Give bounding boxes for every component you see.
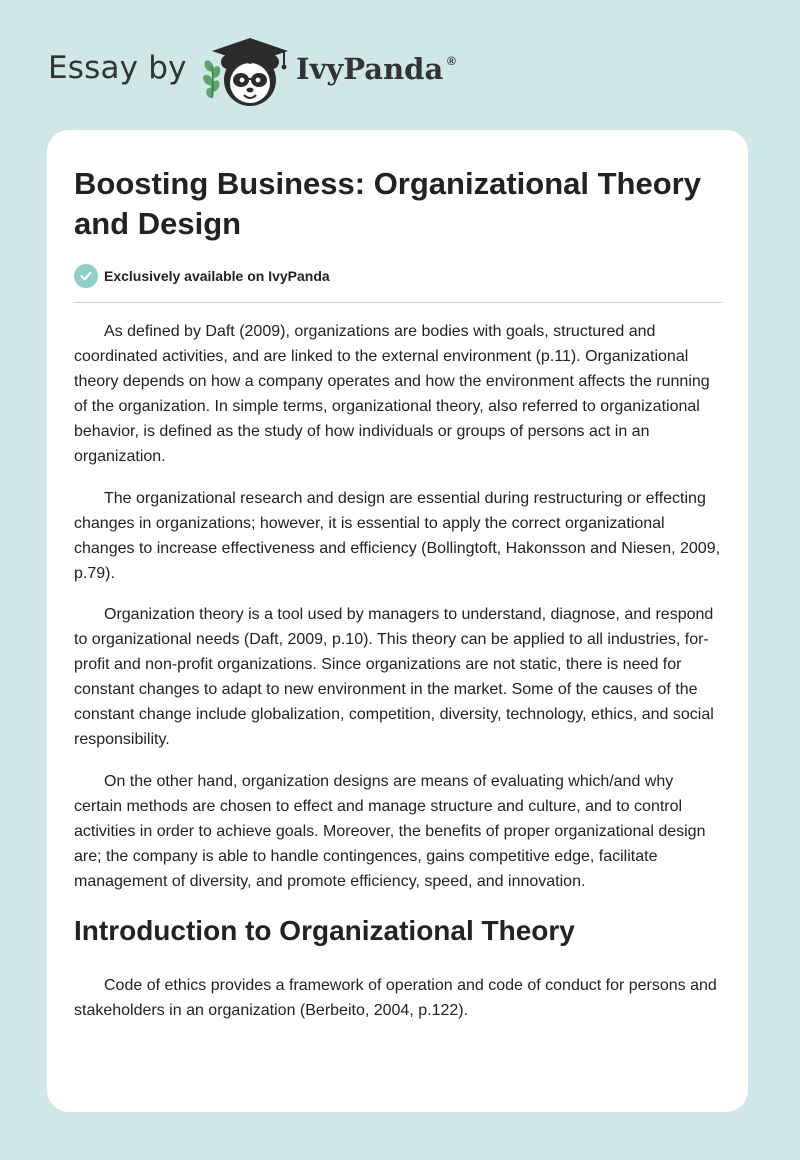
essay-title: Boosting Business: Organizational Theory and Design xyxy=(74,166,701,241)
exclusive-badge-label: Exclusively available on IvyPanda xyxy=(104,268,330,284)
exclusive-badge xyxy=(74,263,330,289)
panda-graduate-logo-icon[interactable] xyxy=(200,36,292,110)
brand-name[interactable]: IvyPanda xyxy=(296,52,444,86)
check-circle-icon xyxy=(74,264,98,288)
registered-mark: ® xyxy=(447,54,456,68)
paragraph: Code of ethics provides a framework of operation and code of conduct for persons and stakeholders in an organization (Berbeito, 2004, p.122). xyxy=(74,976,717,1020)
title-divider xyxy=(74,302,722,303)
site-header xyxy=(0,0,800,120)
section-heading: Introduction to Organizational Theory xyxy=(74,914,575,946)
paragraph: As defined by Daft (2009), organizations are bodies with goals, structured and coordinated activities, and are linked to the external environment (p.11). Organizational theory depends on how a company operates and how the environment affects the running of the organization. In simple terms, organizational theory, also referred to organizational behavior, is defined as the study of how individuals or groups of persons act in an organization. xyxy=(74,323,710,466)
paragraph: Organization theory is a tool used by managers to understand, diagnose, and respond to organizational needs (Daft, 2009, p.10). This theory can be applied to all industries, for-profit and non-profit organizations. Since organizations are not static, there is need for constant changes to adapt to new environment in the market. Some of the causes of the constant change include globalization, competition, diversity, technology, ethics, and social responsibility. xyxy=(74,605,714,749)
essay-by-label: Essay by xyxy=(48,50,187,86)
paragraph: The organizational research and design are essential during restructuring or effecting changes in organizations; however, it is essential to apply the correct organizational changes to increase effectiveness and efficiency (Bollingtoft, Hakonsson and Niesen, 2009, p.79). xyxy=(74,489,721,582)
essay-body xyxy=(74,319,722,1039)
paragraph: On the other hand, organization designs are means of evaluating which/and why certain methods are chosen to effect and manage structure and culture, and to control activities in order to achieve goals. Moreover, the benefits of proper organizational design are; the company is able to handle contingences, gains competitive edge, facilitate management of diversity, and promote efficiency, speed, and innovation. xyxy=(74,772,706,890)
essay-card xyxy=(47,130,748,1112)
